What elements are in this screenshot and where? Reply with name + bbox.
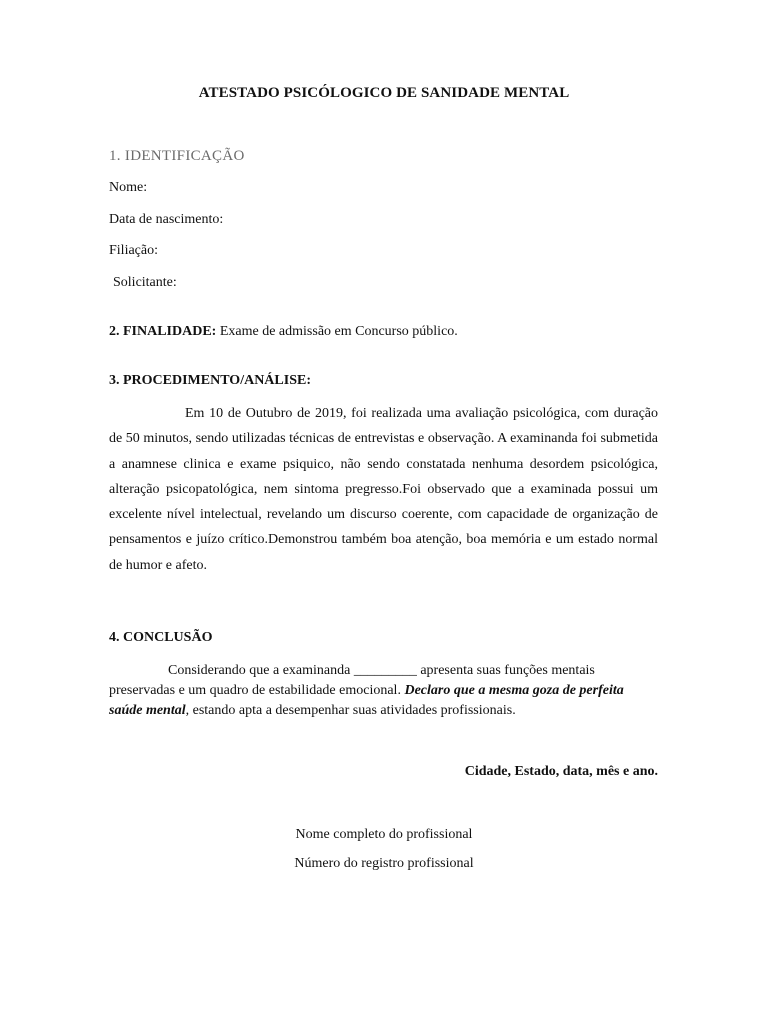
- document-title: ATESTADO PSICÓLOGICO DE SANIDADE MENTAL: [198, 85, 570, 101]
- procedure-paragraph: Em 10 de Outubro de 2019, foi realizada uma avaliação psicológica, com duração de 50 minutos, sendo utilizadas técnicas de entrevistas e observação. A examinanda foi submetida a anamnese clinica e exame psiquico, não sendo constatada nenhuma desordem psicológica, alteração psicopatológica, nem sintoma pregresso.Foi observado que a examinada possui um excelente nível intelectual, revelando um discurso coerente, com capacidade de organização de pensamentos e juízo crítico.Demonstrou também boa atenção, boa memória e um estado normal de humor e afeto.: [109, 406, 658, 573]
- conclusion-text-part1: Considerando que a examinanda _________ apresenta suas funções mentais preservadas e um quadro de estabilidade emocional.: [109, 663, 595, 698]
- requester-label: Solicitante:: [113, 275, 177, 290]
- purpose-section: [109, 324, 458, 340]
- conclusion-declaration: Declaro que a mesma goza de perfeita saúde mental: [109, 683, 624, 718]
- identification-heading: 1. IDENTIFICAÇÃO: [109, 148, 245, 164]
- signature-registration-number: Número do registro profissional: [294, 856, 474, 871]
- signature-professional-name: Nome completo do profissional: [295, 827, 473, 842]
- signature-place-date: Cidade, Estado, data, mês e ano.: [464, 764, 658, 779]
- birthdate-label: Data de nascimento:: [109, 212, 224, 227]
- parentage-label: Filiação:: [109, 243, 158, 258]
- name-label: Nome:: [109, 180, 148, 195]
- conclusion-heading: 4. CONCLUSÃO: [109, 630, 213, 645]
- conclusion-text-part2: , estando apta a desempenhar suas atividades profissionais.: [185, 703, 516, 718]
- conclusion-paragraph: [109, 661, 658, 721]
- purpose-text: Exame de admissão em Concurso público.: [219, 324, 458, 339]
- procedure-heading: 3. PROCEDIMENTO/ANÁLISE:: [109, 373, 311, 388]
- purpose-heading: 2. FINALIDADE:: [109, 324, 217, 339]
